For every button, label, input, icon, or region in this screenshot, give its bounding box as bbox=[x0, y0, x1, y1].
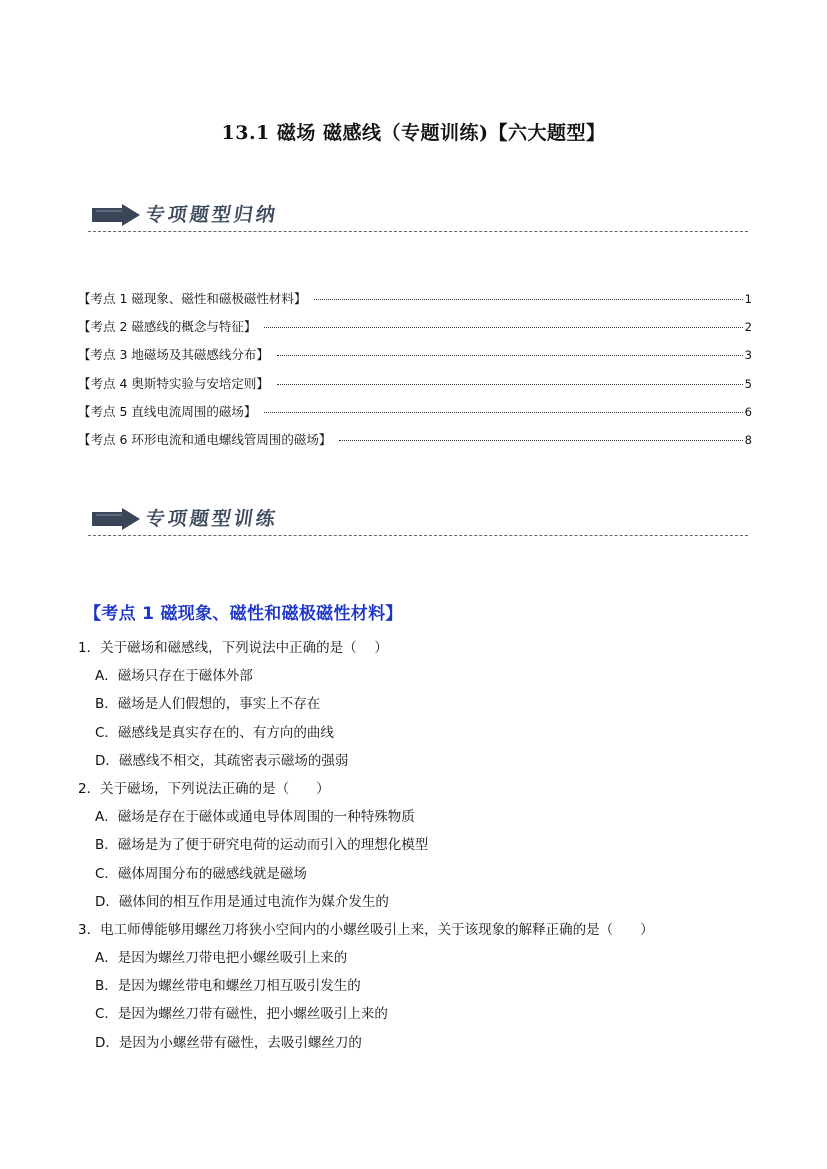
question-option: B．磁场是人们假想的，事实上不存在 bbox=[95, 696, 321, 713]
question-list bbox=[78, 634, 758, 1057]
training-banner-divider bbox=[88, 535, 748, 536]
question-option: C．是因为螺丝刀带有磁性，把小螺丝吸引上来的 bbox=[95, 1006, 388, 1023]
toc-page-number: 3 bbox=[744, 348, 752, 363]
question-option: A．磁场是存在于磁体或通电导体周围的一种特殊物质 bbox=[95, 809, 415, 826]
summary-banner-divider bbox=[88, 231, 748, 232]
question-option: A．磁场只存在于磁体外部 bbox=[95, 668, 253, 685]
toc-entry-label: 【考点 1 磁现象、磁性和磁极磁性材料】 bbox=[78, 291, 307, 306]
toc-entry[interactable] bbox=[78, 317, 752, 345]
arrow-right-icon bbox=[92, 204, 140, 226]
summary-banner bbox=[88, 196, 748, 236]
question-stem: 3．电工师傅能够用螺丝刀将狭小空间内的小螺丝吸引上来，关于该现象的解释正确的是（ ） bbox=[78, 921, 654, 938]
toc-entry[interactable] bbox=[78, 402, 752, 430]
arrow-right-icon bbox=[92, 508, 140, 530]
question-option: D．磁体间的相互作用是通过电流作为媒介发生的 bbox=[95, 893, 389, 910]
question-stem: 1．关于磁场和磁感线，下列说法中正确的是（ ） bbox=[78, 640, 388, 656]
toc-page-number: 6 bbox=[744, 404, 752, 419]
toc-page-number: 8 bbox=[744, 432, 752, 447]
toc-entry-label: 【考点 6 环形电流和通电螺线管周围的磁场】 bbox=[78, 431, 332, 447]
toc-leader-dots bbox=[277, 354, 743, 356]
question-2 bbox=[78, 775, 758, 916]
toc-entry[interactable] bbox=[78, 430, 752, 458]
toc-leader-dots bbox=[264, 411, 742, 413]
toc-leader-dots bbox=[264, 326, 742, 328]
question-option: C．磁感线是真实存在的、有方向的曲线 bbox=[95, 724, 334, 741]
document-title: 13.1 磁场 磁感线（专题训练)【六大题型】 bbox=[221, 122, 606, 144]
toc-leader-dots bbox=[314, 298, 742, 300]
toc-page-number: 5 bbox=[744, 376, 752, 391]
toc-leader-dots bbox=[277, 383, 743, 385]
toc-page-number: 2 bbox=[744, 320, 752, 335]
toc-entry-label: 【考点 2 磁感线的概念与特征】 bbox=[78, 319, 257, 335]
toc-leader-dots bbox=[339, 439, 742, 441]
toc-entry-label: 【考点 3 地磁场及其磁感线分布】 bbox=[78, 347, 269, 363]
toc-entry[interactable] bbox=[78, 345, 752, 373]
question-option: B．是因为螺丝带电和螺丝刀相互吸引发生的 bbox=[95, 978, 361, 995]
table-of-contents bbox=[78, 289, 752, 458]
question-option: C．磁体周围分布的磁感线就是磁场 bbox=[95, 865, 307, 882]
question-1 bbox=[78, 634, 758, 775]
section-heading: 【考点 1 磁现象、磁性和磁极磁性材料】 bbox=[84, 604, 403, 624]
question-option: A．是因为螺丝刀带电把小螺丝吸引上来的 bbox=[95, 950, 348, 967]
toc-entry-label: 【考点 4 奥斯特实验与安培定则】 bbox=[78, 375, 269, 391]
question-option: D．是因为小螺丝带有磁性，去吸引螺丝刀的 bbox=[95, 1034, 362, 1051]
training-banner-title: 专项题型训练 bbox=[144, 508, 280, 530]
question-3 bbox=[78, 916, 758, 1057]
toc-entry[interactable] bbox=[78, 289, 752, 317]
question-option: D．磁感线不相交，其疏密表示磁场的强弱 bbox=[95, 752, 349, 769]
toc-entry[interactable] bbox=[78, 374, 752, 402]
question-option: B．磁场是为了便于研究电荷的运动而引入的理想化模型 bbox=[95, 837, 429, 854]
toc-entry-label: 【考点 5 直线电流周围的磁场】 bbox=[78, 403, 257, 419]
summary-banner-title: 专项题型归纳 bbox=[144, 204, 280, 226]
question-stem: 2．关于磁场，下列说法正确的是（ ） bbox=[78, 780, 330, 797]
toc-page-number: 1 bbox=[744, 292, 752, 306]
training-banner bbox=[88, 500, 748, 540]
